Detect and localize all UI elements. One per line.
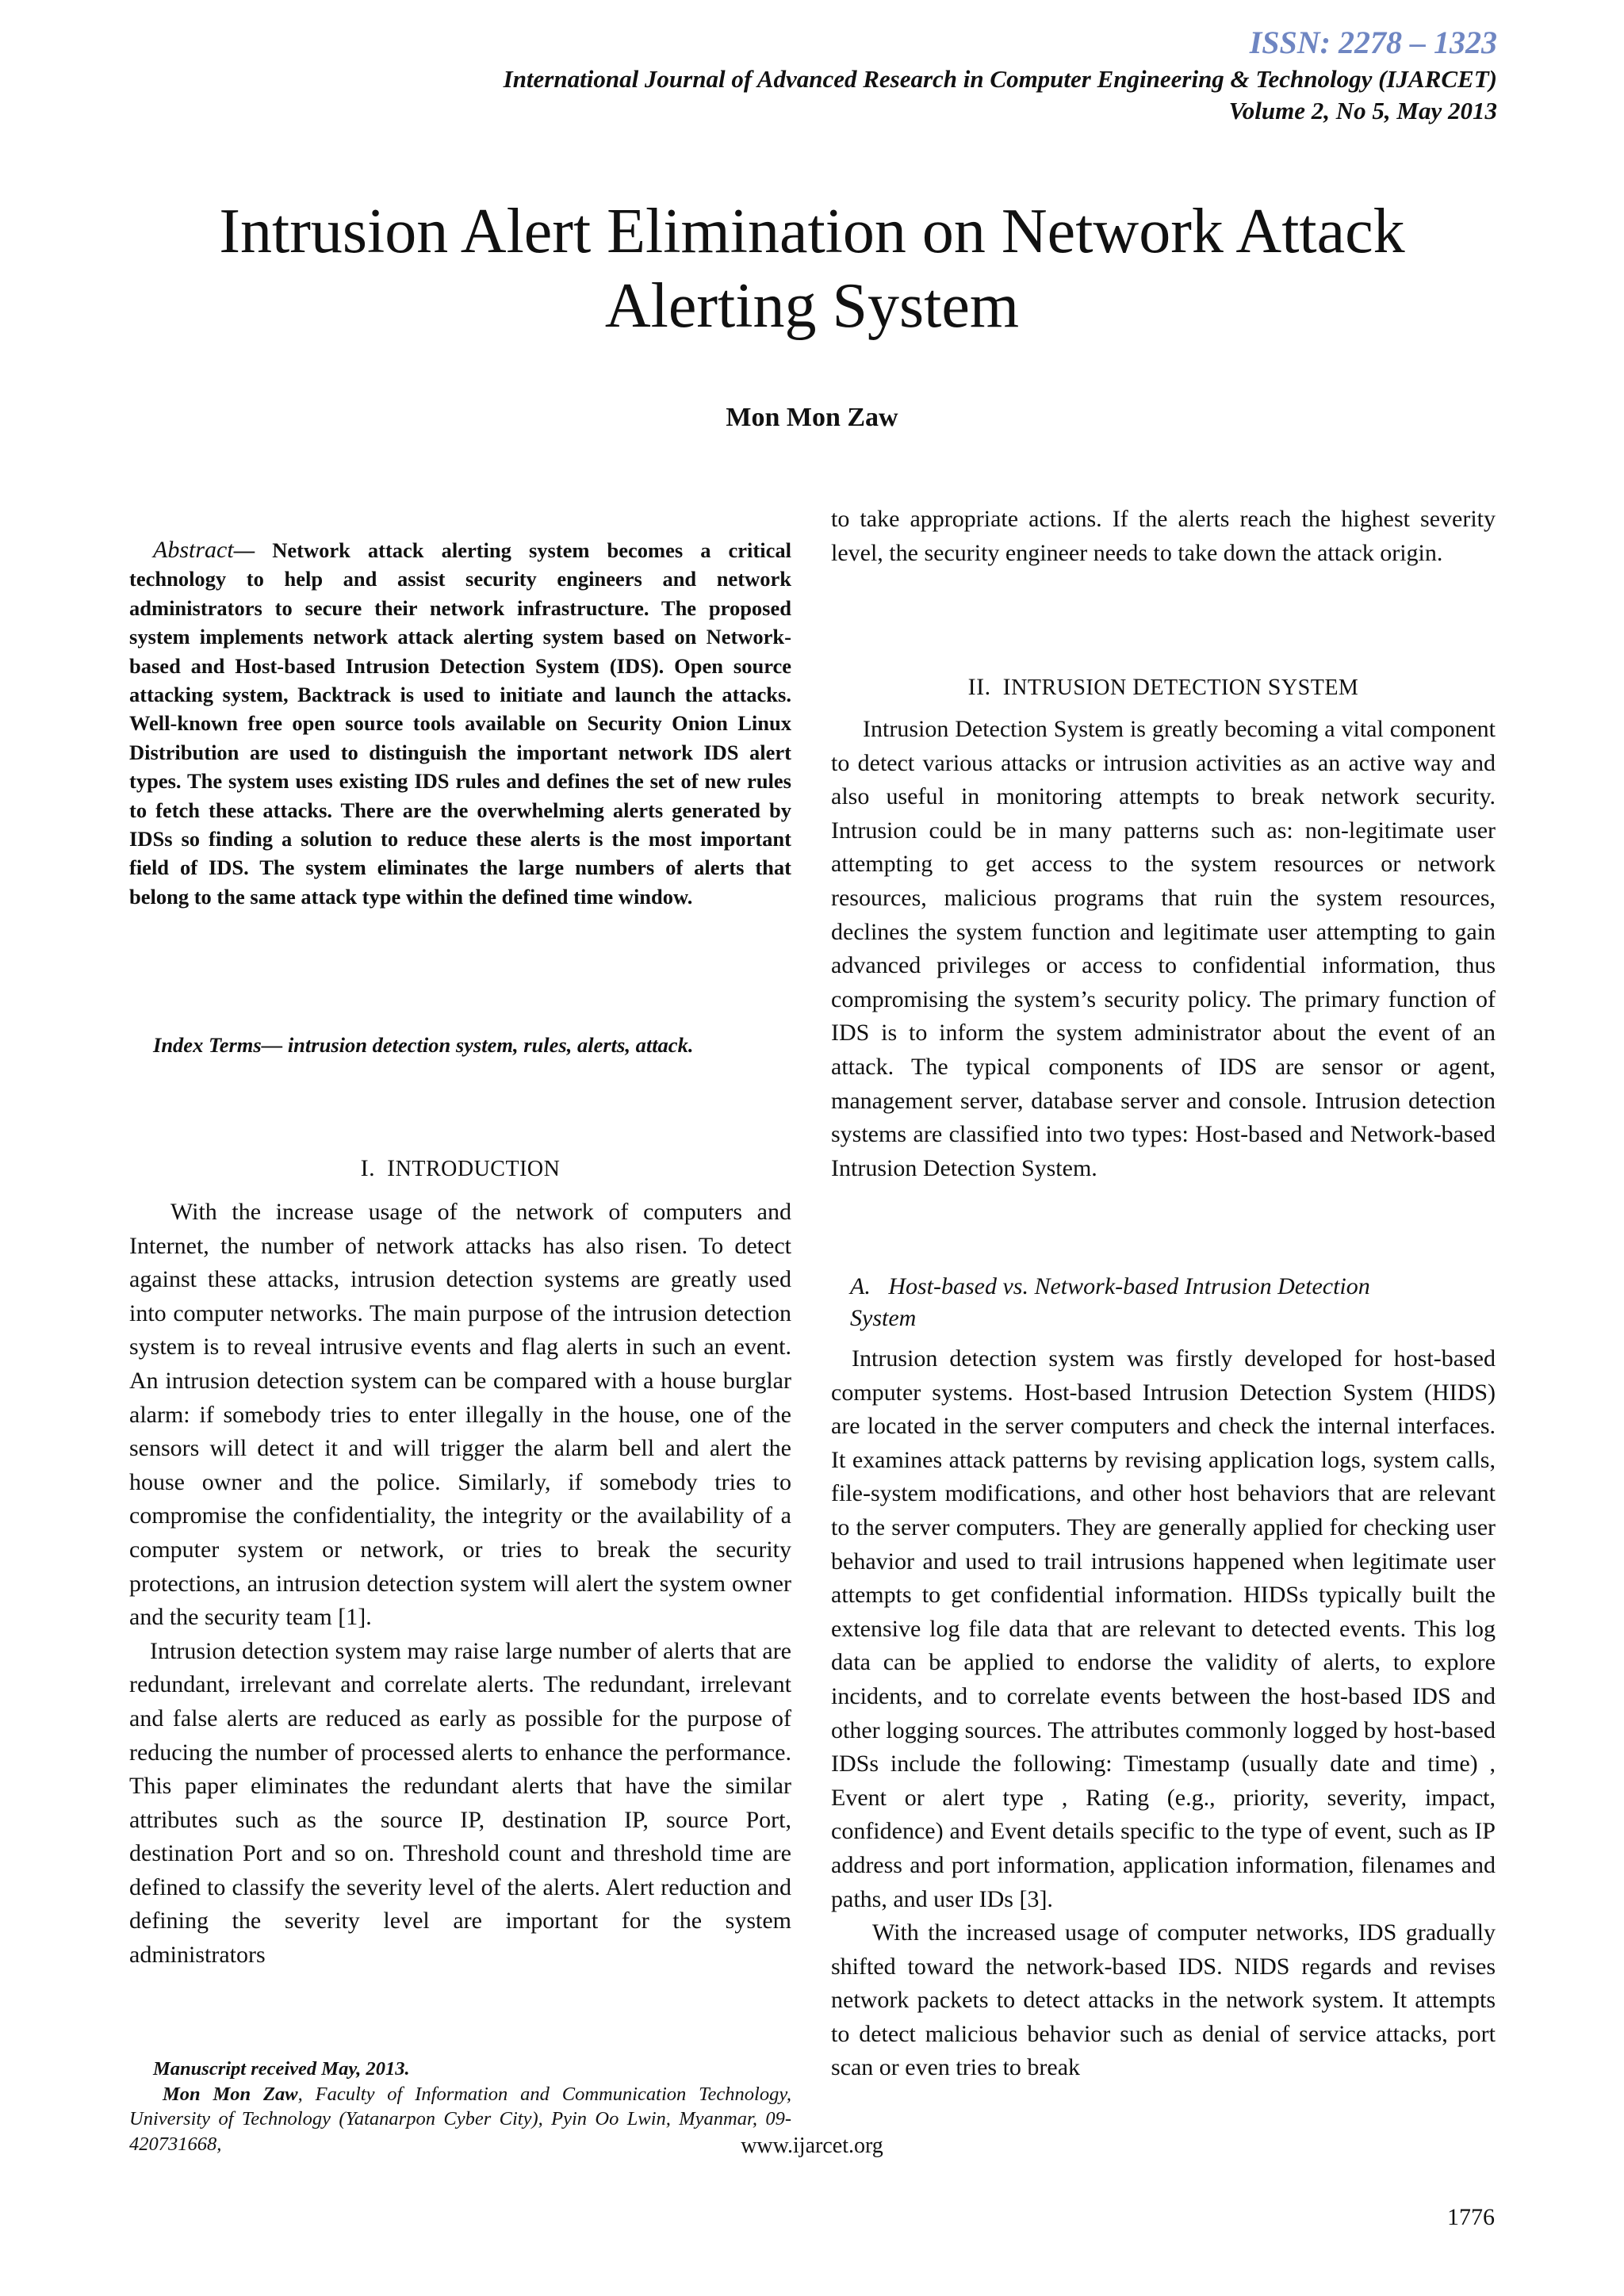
abstract: [129, 536, 791, 911]
footnote-affiliation: , Faculty of Information and Communication Technology, University of Technology (Yatanarpon Cyber City), Pyin Oo Lwin, Myanmar, 09-420731668,: [129, 2083, 791, 2155]
right-column-continuation: [831, 503, 1496, 570]
paragraph: to take appropriate actions. If the alerts reach the highest severity level, the security engineer needs to take down the attack origin.: [831, 506, 1496, 566]
journal-name: International Journal of Advanced Research in Computer Engineering & Technology (IJARCET): [503, 65, 1497, 93]
paragraph: Intrusion detection system may raise large number of alerts that are redundant, irrelevant and correlate alerts. The redundant, irrelevant and false alerts are reduced as early as possible for the purpose of reducing the number of processed alerts to enhance the performance. This paper eliminates the redundant alerts that have the similar attributes such as the source IP, destination IP, source Port, destination Port and so on. Threshold count and threshold time are defined to classify the severity level of the alerts. Alert reduction and defining the severity level are important for the system administrators: [129, 1637, 791, 1969]
paragraph: With the increased usage of computer networks, IDS gradually shifted toward the network-based IDS. NIDS regards and revises network packets to detect attacks in the network system. It attempts to detect malicious behavior such as denial of service attacks, port scan or even tries to break: [831, 1919, 1496, 2081]
footnote-author: Mon Mon Zaw: [163, 2083, 298, 2105]
author-name: Mon Mon Zaw: [726, 403, 898, 432]
title-line-2: Alerting System: [604, 271, 1020, 341]
section-title-initial: I: [387, 1155, 396, 1181]
section-heading-introduction: [129, 1155, 791, 1182]
subsection-label: A.: [850, 1273, 871, 1299]
section-heading-ids: [831, 674, 1496, 701]
abstract-lead: Abstract: [153, 537, 234, 563]
section-title-initial: S: [1267, 674, 1281, 700]
introduction-body: [129, 1196, 791, 1973]
paper-title: [159, 194, 1465, 343]
ids-body: [831, 713, 1496, 1185]
page-number: 1776: [1447, 2204, 1495, 2230]
section-title-rest: NTRODUCTION: [395, 1157, 561, 1181]
subsection-title-line-1: [850, 1271, 1496, 1303]
abstract-text: — Network attack alerting system becomes a critical technology to help and assist security engineers and network administrators to secure their network infrastructure. The proposed system implements network attack alerting system based on Network-based and Host-based Intrusion Detection System (IDS). Open source attacking system, Backtrack is used to initiate and launch the attacks. Well-known free open source tools available on Security Onion Linux Distribution are used to distinguish the important network IDS alert types. The system uses existing IDS rules and defines the set of new rules to fetch these attacks. There are the overwhelming alerts generated by IDSs so finding a solution to reduce these alerts is the most important field of IDS. The system eliminates the large numbers of alerts that belong to the same attack type within the defined time window.: [129, 538, 791, 909]
subsection-title: Host-based vs. Network-based Intrusion Detection: [888, 1273, 1370, 1299]
subsection-title-line-2: System: [850, 1305, 917, 1331]
section-title-initial: D: [1132, 674, 1151, 700]
section-title-initial: I: [1002, 674, 1012, 700]
section-title-rest: NTRUSION: [1011, 675, 1127, 700]
manuscript-received: Manuscript received May, 2013.: [153, 2058, 410, 2080]
section-title-rest: YSTEM: [1281, 675, 1359, 700]
index-terms: Index Terms— intrusion detection system, rules, alerts, attack.: [153, 1033, 694, 1057]
section-title-rest: ETECTION: [1150, 675, 1262, 700]
issn-header: ISSN: 2278 – 1323: [1249, 25, 1497, 60]
paragraph: Intrusion detection system was firstly developed for host-based computer systems. Host-based Intrusion Detection System (HIDS) are located in the server computers and check the internal interfaces. It examines attack patterns by revising application logs, system calls, file-system modifications, and other host behaviors that are relevant to the server computers. They are generally applied for checking user behavior and used to trail intrusions happened when legitimate user attempts to get confidential information. HIDSs typically built the extensive log file data that are relevant to detected events. This log data can be applied to endorse the validity of alerts, to explore incidents, and to correlate events between the host-based IDS and other logging sources. The attributes commonly logged by host-based IDSs include the following: Timestamp (usually date and time) , Event or alert type , Rating (e.g., priority, severity, impact, confidence) and Event details specific to the type of event, such as IP address and port information, application information, filenames and paths, and user IDs [3].: [831, 1345, 1496, 1912]
section-number: II.: [967, 674, 991, 700]
section-number: I.: [360, 1155, 376, 1181]
paragraph: Intrusion Detection System is greatly becoming a vital component to detect various attacks or intrusion activities as an active way and also useful in monitoring attempts to break network security. Intrusion could be in many patterns such as: non-legitimate user attempting to get access to the system resources or network resources, malicious programs that ruin the system resources, declines the system function and legitimate user attempting to gain advanced privileges or access to confidential information, thus compromising the system’s security policy. The primary function of IDS is to inform the system administrator about the event of an attack. The typical components of IDS are sensor or agent, management server, database server and console. Intrusion detection systems are classified into two types: Host-based and Network-based Intrusion Detection System.: [831, 716, 1496, 1181]
subsection-heading: [850, 1271, 1496, 1334]
paragraph: With the increase usage of the network of computers and Internet, the number of network attacks has also risen. To detect against these attacks, intrusion detection systems are greatly used into computer networks. The main purpose of the intrusion detection system is to reveal intrusive events and flag alerts in such an event. An intrusion detection system can be compared with a house burglar alarm: if somebody tries to enter illegally in the house, one of the sensors will detect it and will trigger the alarm bell and alert the house owner and the police. Similarly, if somebody tries to compromise the confidentiality, the integrity or the availability of a computer system or network, or tries to break the security protections, an intrusion detection system will alert the system owner and the security team [1].: [129, 1199, 791, 1631]
host-vs-network-body: [831, 1342, 1496, 2085]
volume-info: Volume 2, No 5, May 2013: [1228, 97, 1497, 124]
title-line-1: Intrusion Alert Elimination on Network Attack: [219, 197, 1405, 266]
footer-website: www.ijarcet.org: [741, 2133, 883, 2158]
